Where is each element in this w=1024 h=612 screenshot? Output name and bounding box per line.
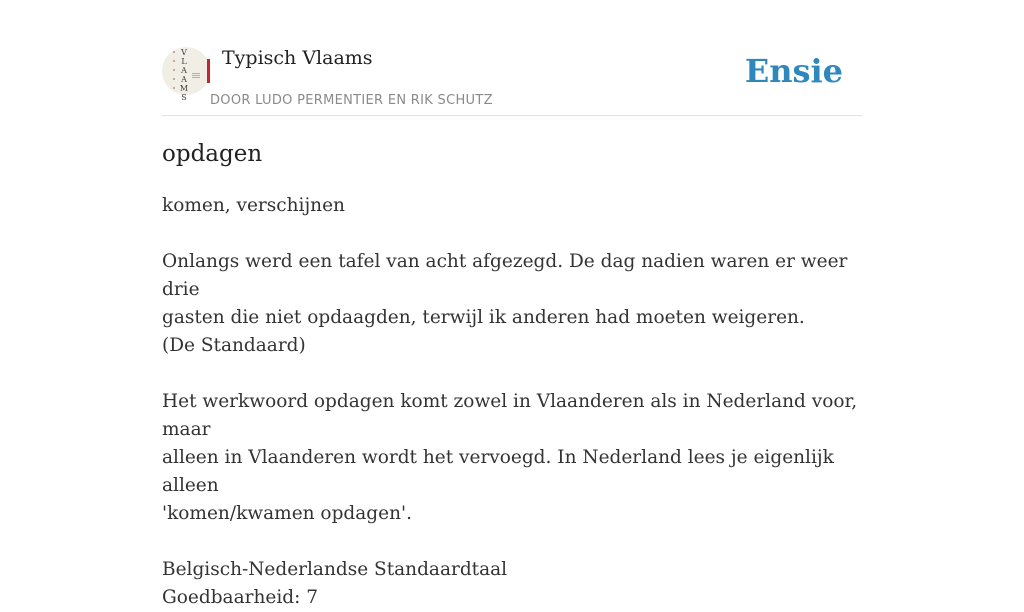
avatar-letter: V bbox=[181, 48, 187, 57]
entry-rating: Goedbaarheid: 7 bbox=[162, 587, 318, 608]
ensie-logo-link[interactable]: Ensie bbox=[744, 52, 843, 90]
avatar-accent-bar bbox=[207, 59, 210, 83]
blog-title[interactable]: Typisch Vlaams bbox=[222, 47, 373, 69]
avatar-letter: L bbox=[181, 57, 187, 66]
entry-category: Belgisch-Nederlandse Standaardtaal bbox=[162, 559, 508, 580]
avatar-letter: A bbox=[181, 66, 187, 75]
example-line: gasten die niet opdaagden, terwijl ik anderen had moeten weigeren. bbox=[162, 307, 805, 328]
avatar-decoration bbox=[173, 51, 175, 91]
explanation-line: Het werkwoord opdagen komt zowel in Vlaanderen als in Nederland voor, maar bbox=[162, 391, 858, 440]
avatar-logo-text bbox=[178, 48, 190, 102]
blog-authors: DOOR LUDO PERMENTIER EN RIK SCHUTZ bbox=[210, 93, 493, 108]
entry-title: opdagen bbox=[162, 141, 263, 167]
avatar-letter: A bbox=[181, 75, 187, 84]
blog-avatar[interactable] bbox=[162, 47, 210, 102]
explanation-line: 'komen/kwamen opdagen'. bbox=[162, 503, 412, 524]
example-line: Onlangs werd een tafel van acht afgezegd. De dag nadien waren er weer drie bbox=[162, 251, 848, 300]
example-source: (De Standaard) bbox=[162, 335, 306, 356]
avatar-letter: M bbox=[179, 84, 189, 93]
blog-header bbox=[162, 46, 862, 116]
entry-definition: komen, verschijnen bbox=[162, 195, 345, 216]
entry-body bbox=[162, 192, 862, 612]
avatar-decoration bbox=[192, 73, 200, 79]
explanation-line: alleen in Vlaanderen wordt het vervoegd. In Nederland lees je eigenlijk alleen bbox=[162, 447, 834, 496]
avatar-letter: S bbox=[181, 93, 187, 102]
entry-content bbox=[162, 138, 862, 612]
